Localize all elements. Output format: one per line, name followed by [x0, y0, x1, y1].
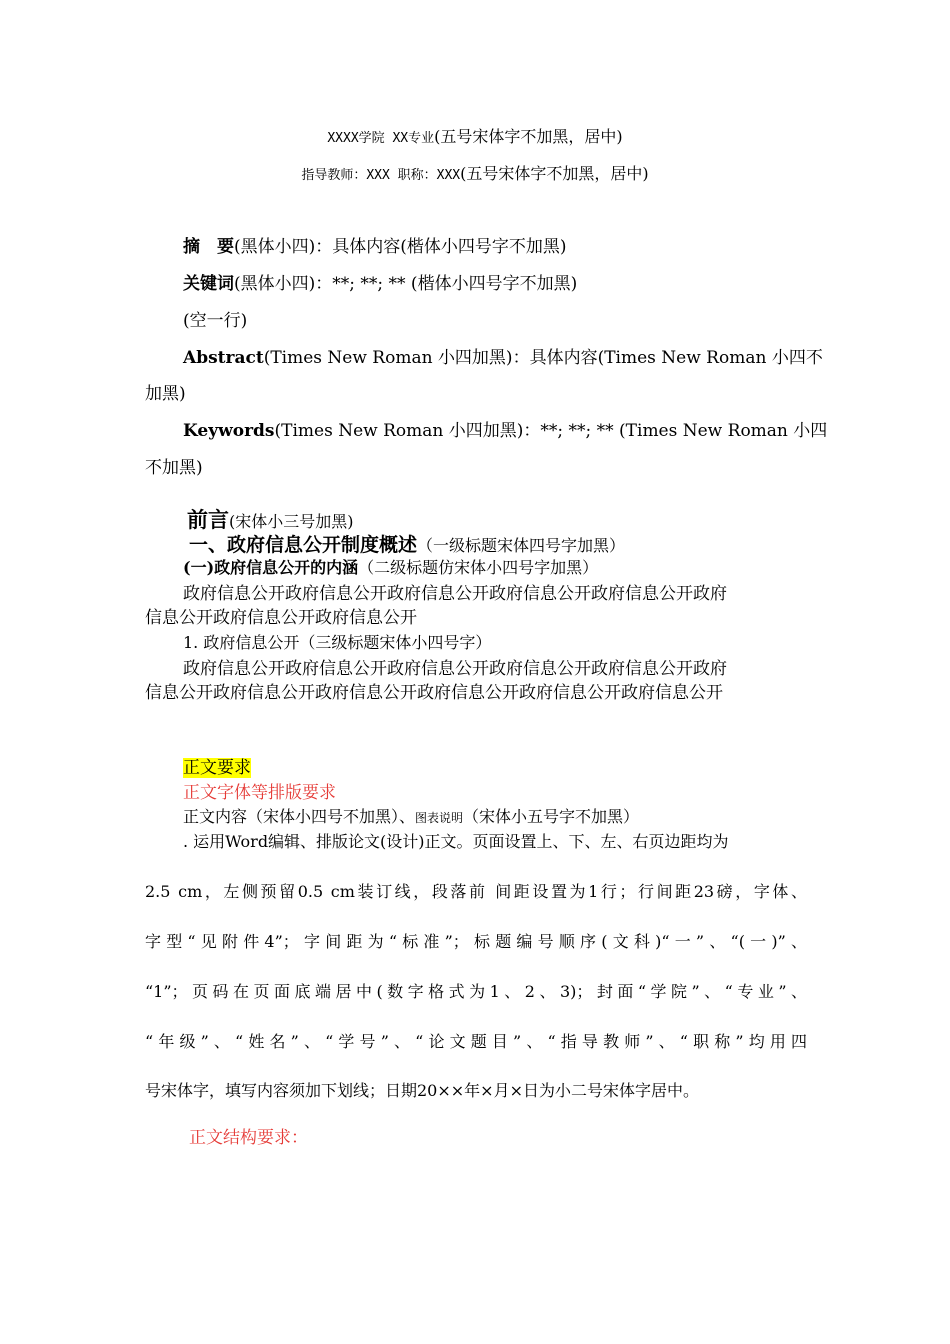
body-req-title-text: 正文要求: [183, 758, 251, 778]
blank-line-marker: (空一行): [183, 311, 248, 331]
format-line-2: 2.5 cm，左侧预留0.5 cm装订线，段落前 间距设置为1行；行间距23磅，字体、: [145, 882, 807, 901]
abstract-label-note: (黑体小四)：: [234, 237, 333, 257]
advisor-line-prefix: 指导教师：XXX 职称：XXX: [301, 168, 461, 183]
abstract-en-line2: 加黑): [145, 384, 186, 404]
college-line-prefix: XXXX学院 XX专业: [327, 131, 435, 146]
abstract-content: 具体内容(楷体小四号字不加黑): [332, 237, 567, 257]
format-line-5: “年级”、“姓名”、“学号”、“论文题目”、“指导教师”、“职称”均用四: [145, 1032, 807, 1051]
preface-note: (宋体小三号加黑): [229, 512, 354, 531]
abstract-en-text1: (Times New Roman 小四加黑)：具体内容(Times New Roman 小四不: [263, 348, 823, 368]
college-line: [0, 127, 950, 147]
heading-level1: [189, 534, 625, 558]
keywords-en-line2: 不加黑): [145, 458, 203, 478]
heading2-note: （二级标题仿宋体小四号字加黑）: [358, 558, 599, 577]
keywords-en-line1: [183, 421, 827, 442]
heading-level3: 1. 政府信息公开（三级标题宋体小四号字）: [183, 633, 492, 652]
body-content-suffix: （宋体小五号字不加黑）: [463, 807, 640, 826]
keywords-content: **; **; ** (楷体小四号字不加黑): [332, 274, 578, 294]
para2-line2: 信息公开政府信息公开政府信息公开政府信息公开政府信息公开政府信息公开: [145, 683, 723, 703]
advisor-line: [0, 164, 950, 184]
format-line-6: 号宋体字，填写内容须加下划线；日期20××年×月×日为小二号宋体字居中。: [145, 1081, 699, 1100]
format-line-1: . 运用Word编辑、排版论文(设计)正文。页面设置上、下、左、右页边距均为: [183, 832, 729, 851]
heading1-title: 一、政府信息公开制度概述: [189, 534, 418, 556]
heading-level2: [183, 558, 598, 578]
body-content-line: [183, 807, 639, 827]
para1-line2: 信息公开政府信息公开政府信息公开: [145, 608, 417, 628]
para1-line1: 政府信息公开政府信息公开政府信息公开政府信息公开政府信息公开政府: [183, 584, 727, 604]
heading1-note: （一级标题宋体四号字加黑）: [417, 536, 626, 555]
preface-title: 前言: [187, 507, 229, 532]
format-line-3: 字型“见附件4”；字间距为“标准”；标题编号顺序(文科)“一”、“(一)”、: [145, 932, 807, 951]
para2-line1: 政府信息公开政府信息公开政府信息公开政府信息公开政府信息公开政府: [183, 659, 727, 679]
format-line-4: “1”；页码在页面底端居中(数字格式为1、2、3)；封面“学院”、“专业”、: [145, 982, 807, 1001]
body-content-prefix: 正文内容（宋体小四号不加黑）、: [183, 807, 416, 826]
college-line-note: (五号宋体字不加黑，居中): [434, 127, 623, 146]
keywords-label: 关键词: [183, 274, 234, 294]
keywords-line: [183, 274, 577, 295]
abstract-label: 摘 要: [183, 237, 234, 257]
body-req-title: [183, 758, 251, 779]
abstract-line: [183, 237, 567, 258]
keywords-en-label: Keywords: [183, 421, 275, 441]
heading2-title: (一)政府信息公开的内涵: [183, 558, 359, 577]
structure-req-title: 正文结构要求：: [189, 1128, 308, 1148]
abstract-en-line1: [183, 348, 823, 369]
abstract-en-label: Abstract: [183, 348, 264, 368]
keywords-label-note: (黑体小四)：: [234, 274, 333, 294]
preface-heading: [187, 507, 354, 533]
keywords-en-text1: (Times New Roman 小四加黑)：**; **; ** (Times New Roman 小四: [274, 421, 828, 441]
font-req-title: 正文字体等排版要求: [183, 783, 336, 803]
advisor-line-note: (五号宋体字不加黑，居中): [460, 164, 649, 183]
figure-caption-label: 图表说明: [415, 811, 464, 825]
